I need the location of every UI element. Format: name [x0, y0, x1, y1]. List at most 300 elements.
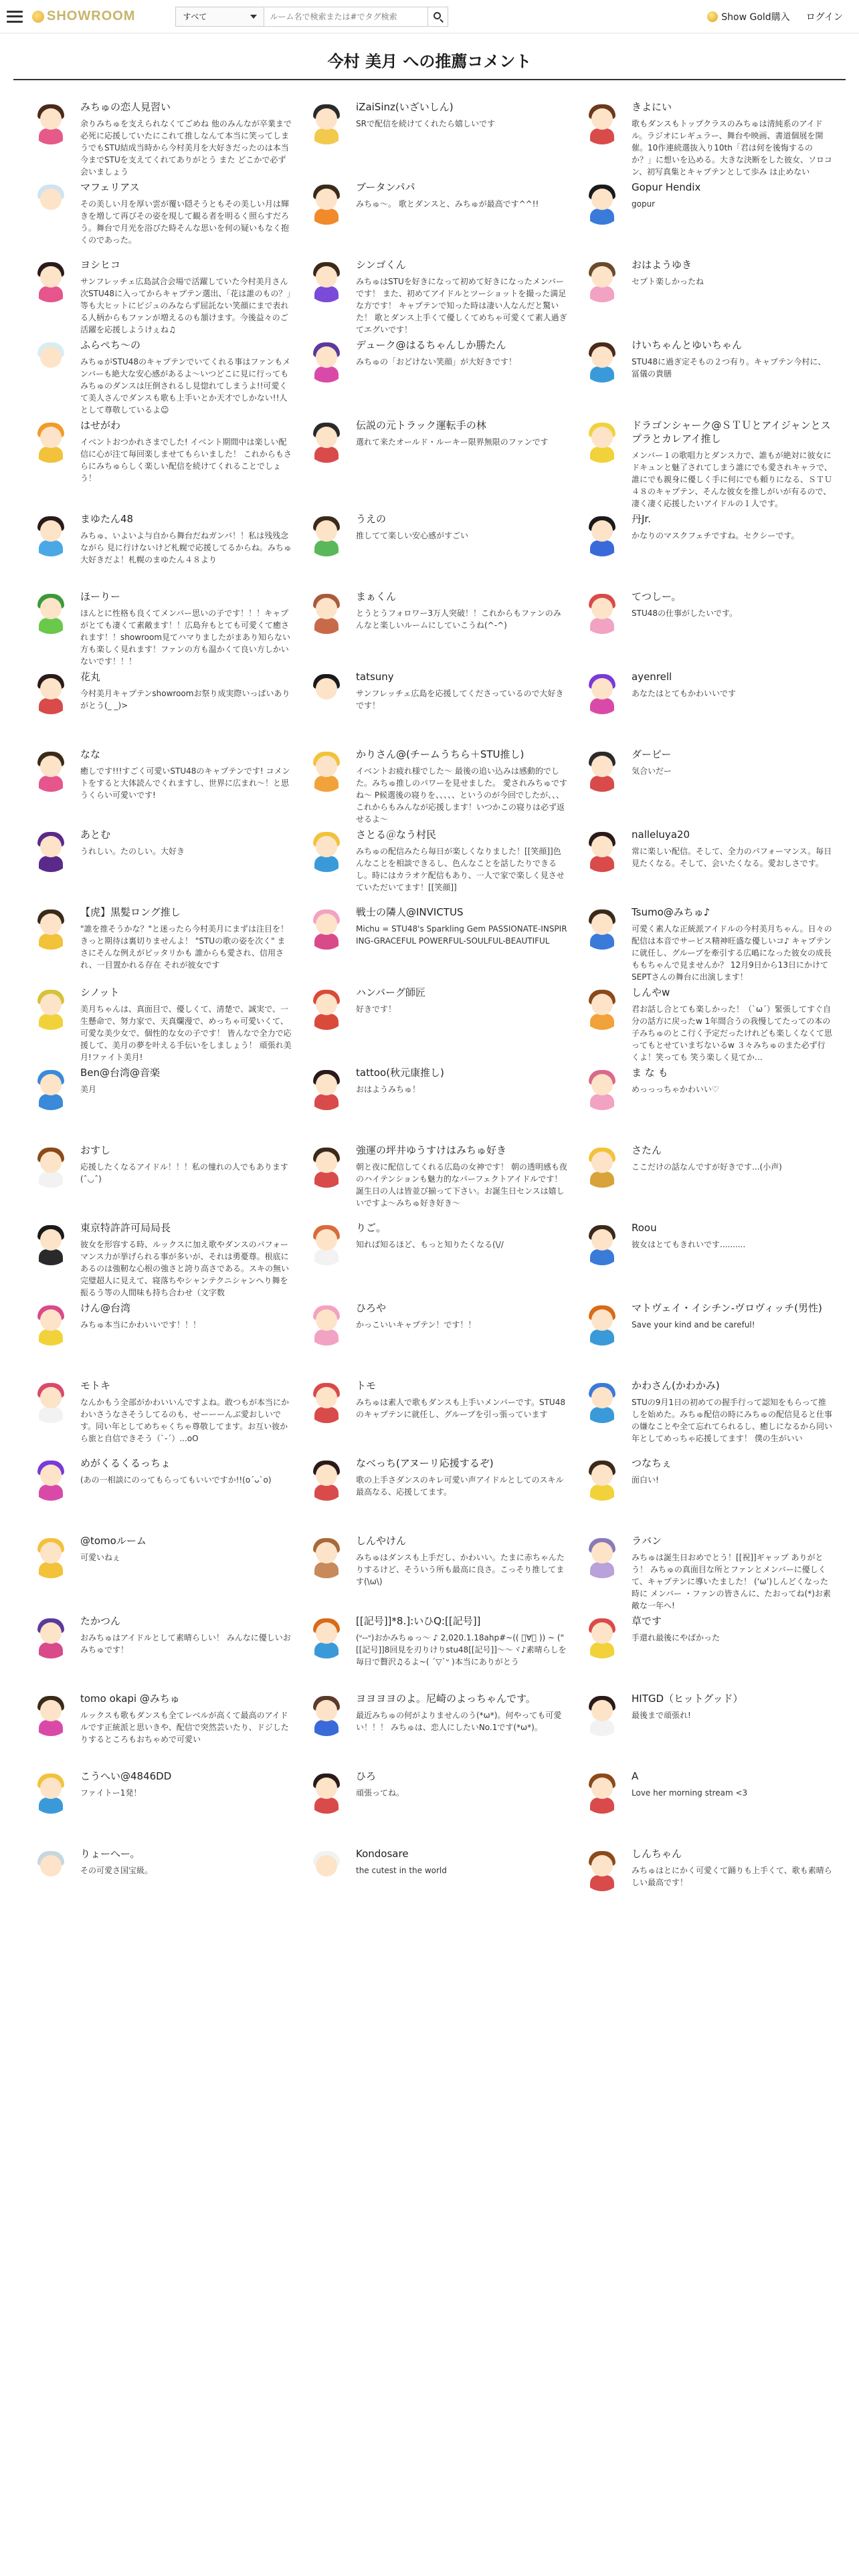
avatar-icon[interactable]: [581, 1222, 624, 1265]
comment-card: [29, 181, 305, 255]
comment-text: サンフレッチェ広島を応援してくださっているので大好きです！: [356, 689, 564, 710]
user-name[interactable]: みちゅの恋人見習い: [80, 101, 171, 113]
comment-text: サンフレッチェ広島試合会場で活躍していた今村美月さん次STU48に入ってからキャプテン選出、「花は誰のもの？」等も大ヒットにビジュのみならず屈託ない笑顔にまで表れる人柄からもファンが増えるのも頷けます。今後益々のご活躍を応援しようけぇね♫: [80, 277, 291, 334]
avatar-icon[interactable]: [305, 102, 348, 144]
comment-text: 応援したくなるアイドル！！！私の憧れの人でもあります(ˆ◡ˆ): [80, 1162, 288, 1184]
comment-card: [305, 905, 581, 983]
avatar-icon[interactable]: [581, 1067, 624, 1110]
avatar-icon[interactable]: [305, 259, 348, 302]
avatar-icon[interactable]: [581, 102, 624, 144]
avatar-icon[interactable]: [581, 1145, 624, 1188]
user-name[interactable]: さたん: [632, 1144, 662, 1156]
user-name[interactable]: ヨシヒコ: [80, 259, 121, 271]
avatar-icon[interactable]: [29, 420, 72, 463]
comment-body: [632, 828, 832, 903]
comment-body: [632, 1066, 832, 1141]
comment-body: [632, 1144, 832, 1218]
comment-text: 余りみちゅを支えられなくてごめね 他のみんなが卒業まで必死に応援していたにこれて推しなんて本当に笑ってしまうでもSTU結成当時から今村美月を大好きだったのは本当 今までSTUを支えてくれてありがとう また どこかで必ず会いましょう: [80, 119, 292, 177]
comment-body: [80, 1066, 292, 1141]
gold-coin-icon: [707, 11, 718, 22]
avatar-icon[interactable]: [29, 1616, 72, 1658]
avatar-icon[interactable]: [305, 514, 348, 556]
comment-body: [632, 1769, 832, 1844]
user-name[interactable]: りょーへー。: [80, 1848, 140, 1860]
avatar-icon[interactable]: [29, 1535, 72, 1578]
comment-body: [80, 670, 292, 745]
comment-card: [581, 258, 846, 336]
comment-text: みちゅ本当にかわいいです！！！: [80, 1320, 201, 1329]
comment-body: [632, 419, 832, 510]
user-name[interactable]: おはようゆき: [632, 259, 692, 271]
comment-card: [581, 1301, 846, 1376]
comment-card: [29, 338, 305, 416]
user-name[interactable]: なべっち(アヌーリ応援するぞ): [356, 1457, 494, 1469]
comment-text: 彼女はとてもきれいです..........: [632, 1240, 746, 1249]
comment-card: [29, 1457, 305, 1531]
comment-body: [356, 181, 567, 255]
avatar-icon[interactable]: [581, 1848, 624, 1891]
user-name[interactable]: tattoo(秋元康推し): [356, 1067, 444, 1079]
comment-text: SRで配信を続けてくれたら嬉しいです: [356, 119, 495, 128]
avatar-icon[interactable]: [581, 182, 624, 225]
comment-text: みちゅ〜。 歌とダンスと、みちゅが最高です^^!!: [356, 199, 539, 209]
title-divider: [13, 79, 846, 80]
comment-card: [29, 828, 305, 903]
user-name[interactable]: 強運の坪井ゆうすけはみちゅ好き: [356, 1144, 507, 1156]
comment-body: [632, 181, 832, 255]
avatar-icon[interactable]: [305, 829, 348, 872]
comment-text: 美月ちゃんは、真面目で、優しくて、清楚で、誠実で、一生懸命で、努力家で、天真爛漫で、めっちゃ可愛いくて、可愛な美少女で、個性的な女の子です！ 皆んなで全力で応援して、美月の夢を叶える手伝いをしましょう！ 頑張れ美月!ファイト美月!: [80, 1004, 292, 1062]
user-name[interactable]: うえの: [356, 513, 387, 525]
avatar-icon[interactable]: [305, 907, 348, 950]
avatar-icon[interactable]: [29, 1771, 72, 1814]
comment-text: (あの一相談にのってもらってもいいですか!!(oˊᴗˋo): [80, 1475, 272, 1485]
user-name[interactable]: モトキ: [80, 1380, 111, 1392]
avatar-icon[interactable]: [581, 259, 624, 302]
comment-body: [356, 828, 567, 903]
avatar-icon[interactable]: [581, 1380, 624, 1423]
comment-text: みちゅの「おどけない笑顔」が大好きです！: [356, 357, 517, 366]
comment-text: イベントおつかれさまでした! イベント期間中は楽しい配信に心が注て毎回楽しませてもらいました！ これからもさらにみちゅらしく楽しい配信を続けてくれることでしょう！: [80, 437, 292, 483]
comment-body: [356, 1534, 567, 1612]
comment-text: STUの9月1日の初めての握手行って認知をもらって推しを始めた。みちゅ配信の時にみちゅの配信見ると仕事の嫌なことや全て忘れてられるし、癒しになるから同い年としてめっちゃ応援してます！ 僕の生がいい: [632, 1398, 833, 1443]
comment-body: [632, 590, 832, 667]
user-name[interactable]: かわさん(かわかみ): [632, 1380, 720, 1392]
avatar-icon[interactable]: [305, 1380, 348, 1423]
comment-card: [305, 258, 581, 336]
user-name[interactable]: まぁくん: [356, 591, 397, 603]
comment-card: [305, 100, 581, 178]
comment-card: [581, 1379, 846, 1454]
avatar-icon[interactable]: [29, 987, 72, 1030]
user-name[interactable]: はせがわ: [80, 419, 121, 431]
comment-body: [356, 1144, 567, 1218]
user-name[interactable]: tatsuny: [356, 671, 394, 683]
user-name[interactable]: デューク@はるちゃんしか勝たん: [356, 339, 506, 351]
avatar-icon[interactable]: [581, 1771, 624, 1814]
comment-body: [632, 1847, 832, 1922]
comment-body: [356, 905, 567, 983]
user-name[interactable]: ダービー: [632, 748, 672, 760]
avatar-icon[interactable]: [305, 1693, 348, 1736]
user-name[interactable]: 戦士の隣人@INVICTUS: [356, 906, 464, 918]
comment-text: 今村美月キャプテンshowroomお祭り成実際いっぱいありがとう(_ _)>: [80, 689, 290, 710]
comment-text: あなたはとてもかわいいです: [632, 689, 737, 698]
avatar-icon[interactable]: [305, 1616, 348, 1658]
comment-card: [581, 181, 846, 255]
show-gold-label: Show Gold購入: [721, 11, 790, 23]
comment-text: 推してて楽しい安心感がすごい: [356, 531, 469, 540]
comment-text: みちゅはダンスも上手だし、かわいい。たまに赤ちゃんたりするけど、そういう所も最高に良さ。こっそり推してます(\ω\): [356, 1553, 565, 1586]
avatar-icon[interactable]: [581, 671, 624, 714]
comment-text: "誰を推そうかな？"と迷ったら今村美月にまずは注目を！ きっと期待は裏切りませんよ！ "STUの歌の姿を次く" まさにそんな例えがピッタリかも 誰からも愛され、信用され、一目置かれる存在 それが彼女です: [80, 924, 289, 970]
user-name[interactable]: Gopur Hendix: [632, 181, 701, 193]
avatar-icon[interactable]: [305, 1222, 348, 1265]
user-name[interactable]: 【虎】黒髪ロング推し: [80, 906, 181, 918]
user-name[interactable]: ドラゴンシャーク@ＳＴＵとアイジャンとスプラとカレアイ推し: [632, 419, 831, 445]
comment-card: [581, 1769, 846, 1844]
comment-body: [356, 1457, 567, 1531]
avatar-icon[interactable]: [29, 259, 72, 302]
avatar-icon[interactable]: [581, 829, 624, 872]
avatar-icon[interactable]: [581, 749, 624, 792]
comment-body: [356, 258, 567, 336]
comment-text: ほんとに性格も良くてメンバー思いの子です！！！キャプがとても凄くて素敵ます！！広島弁もとても可愛くて癒されます！！showroom見てハマりましたがまあり知らない方も楽しく見れます！ファンの方も温かくて良い方しかいないです！！！: [80, 609, 291, 666]
avatar-icon[interactable]: [581, 1693, 624, 1736]
avatar-icon[interactable]: [29, 829, 72, 872]
avatar-icon[interactable]: [581, 987, 624, 1030]
comment-card: [581, 512, 846, 587]
comment-card: [29, 1534, 305, 1612]
user-name[interactable]: まゆたん48: [80, 513, 134, 525]
comment-card: [305, 828, 581, 903]
user-name[interactable]: たかつん: [80, 1615, 121, 1627]
avatar-icon[interactable]: [29, 182, 72, 225]
comment-card: [29, 986, 305, 1063]
show-gold-link[interactable]: [707, 10, 789, 23]
avatar-icon[interactable]: [305, 987, 348, 1030]
comment-card: [29, 670, 305, 745]
user-name[interactable]: [[記号]]*8.]:いひQ:[[記号]]: [356, 1615, 481, 1627]
comment-card: [29, 1379, 305, 1454]
comment-body: [80, 258, 292, 336]
user-name[interactable]: ayenrell: [632, 671, 672, 683]
comment-body: [356, 1301, 567, 1376]
comment-text: STU48に過ぎ定そもの２つ有り。キャプテン今村に、冨儀の貴膳: [632, 357, 826, 379]
comment-text: 癒しです!!!すごく可愛いSTU48のキャプテンです! コメントをすると大体読んでくれますし、世界に広まれ〜！と思うくらい可愛いです!: [80, 766, 290, 800]
user-name[interactable]: Tsumo@みちゅ♪: [632, 906, 710, 918]
comment-card: [29, 1769, 305, 1844]
search-bar: [175, 7, 448, 27]
avatar-icon[interactable]: [29, 514, 72, 556]
comment-body: [356, 1066, 567, 1141]
comment-body: [80, 338, 292, 416]
user-name[interactable]: つなちぇ: [632, 1457, 672, 1469]
user-name[interactable]: ひろや: [356, 1302, 387, 1314]
user-name[interactable]: マフェリアス: [80, 181, 140, 193]
comment-card: [305, 1534, 581, 1612]
user-name[interactable]: こうへい@4846DD: [80, 1770, 172, 1782]
comment-body: [80, 748, 292, 825]
avatar-icon[interactable]: [581, 514, 624, 556]
avatar-icon[interactable]: [29, 907, 72, 950]
comment-text: とうとうフォロワー3万人突破！！これからもファンのみんなと楽しいルームにしていこうね(^-^): [356, 609, 561, 630]
avatar-icon[interactable]: [29, 1067, 72, 1110]
user-name[interactable]: ふらぺち〜の: [80, 339, 141, 351]
user-name[interactable]: おすし: [80, 1144, 111, 1156]
comment-card: [581, 748, 846, 825]
comment-card: [305, 1847, 581, 1922]
comment-body: [632, 905, 832, 983]
comment-body: [632, 338, 832, 416]
user-name[interactable]: けん@台湾: [80, 1302, 131, 1314]
comment-card: [29, 258, 305, 336]
comment-card: [581, 1221, 846, 1299]
avatar-icon[interactable]: [305, 749, 348, 792]
user-name[interactable]: ブータンパパ: [356, 181, 415, 193]
comment-text: STU48の仕事がしたいです。: [632, 609, 738, 618]
comment-text: セプト楽しかったね: [632, 277, 704, 286]
comment-text: みちゅはとにかく可愛くて踊りも上手くて、歌も素晴らしい最高です！: [632, 1866, 832, 1887]
search-input[interactable]: [264, 7, 428, 27]
comment-card: [305, 1144, 581, 1218]
avatar-icon[interactable]: [305, 1535, 348, 1578]
user-name[interactable]: シノット: [80, 986, 120, 998]
user-name[interactable]: めがくるくるっちょ: [80, 1457, 171, 1469]
avatar-icon[interactable]: [29, 1145, 72, 1188]
comment-text: 美月: [80, 1085, 97, 1094]
category-select-value: すべて: [183, 12, 207, 21]
user-name[interactable]: ハンバーグ師匠: [356, 986, 425, 998]
avatar-icon[interactable]: [305, 1067, 348, 1110]
user-name[interactable]: さとる＠なう村民: [356, 829, 437, 841]
user-name[interactable]: tomo okapi @みちゅ: [80, 1693, 180, 1705]
comment-body: [356, 419, 567, 510]
avatar-icon[interactable]: [29, 1303, 72, 1346]
avatar-icon[interactable]: [29, 671, 72, 714]
avatar-icon[interactable]: [581, 907, 624, 950]
avatar-icon[interactable]: [29, 340, 72, 383]
avatar-icon[interactable]: [305, 340, 348, 383]
user-name[interactable]: けいちゃんとゆいちゃん: [632, 339, 743, 351]
user-name[interactable]: かりさん@(チームうちら＋STU推し): [356, 748, 524, 760]
comment-body: [356, 338, 567, 416]
search-icon: [434, 12, 441, 19]
user-name[interactable]: 花丸: [80, 671, 101, 683]
user-name[interactable]: きよにい: [632, 101, 672, 113]
comment-card: [581, 419, 846, 510]
comment-text: 歌の上手さダンスのキレ可愛い声アイドルとしてのスキル最高なる、応援してます。: [356, 1475, 564, 1497]
avatar-icon[interactable]: [305, 182, 348, 225]
user-name[interactable]: しんちゃん: [632, 1848, 682, 1860]
comment-body: [632, 1692, 832, 1767]
avatar-icon[interactable]: [305, 1458, 348, 1501]
comment-card: [581, 1144, 846, 1218]
comment-text: 最近みちゅの何がよりませんのう(*ω*)。何やっても可愛い！！！ みちゅは、恋人にしたいNo.1です(*ω*)。: [356, 1711, 562, 1732]
comment-card: [305, 338, 581, 416]
comment-text: 面白い!: [632, 1475, 659, 1485]
logo-mark-icon: [32, 11, 44, 23]
comment-card: [305, 1221, 581, 1299]
comment-body: [80, 986, 292, 1063]
user-name[interactable]: シンゴくん: [356, 259, 406, 271]
comment-card: [29, 748, 305, 825]
avatar-icon[interactable]: [29, 749, 72, 792]
comment-body: [632, 1534, 832, 1612]
comment-body: [632, 748, 832, 825]
avatar-icon[interactable]: [29, 1458, 72, 1501]
comment-card: [29, 1221, 305, 1299]
comment-body: [356, 670, 567, 745]
user-name[interactable]: トモ: [356, 1380, 377, 1392]
comment-card: [305, 1692, 581, 1767]
avatar-icon[interactable]: [581, 591, 624, 634]
comment-card: [305, 670, 581, 745]
comment-text: ファイトー1発！: [80, 1788, 142, 1798]
comment-body: [356, 748, 567, 825]
comment-body: [356, 986, 567, 1063]
site-header: [0, 0, 859, 33]
comment-card: [581, 1066, 846, 1141]
avatar-icon[interactable]: [305, 1145, 348, 1188]
comment-text: 歌もダンスもトップクラスのみちゅは清純系のアイドル。ラジオにレギュラー、舞台や映画、書道個展を開催。10作連続選抜入り10th「君は何を後悔するのか？」に想いを込める。大きな決断をした彼女、ソロコン、初写真集とキャプテンとして歩み は止めない: [632, 119, 833, 177]
user-name[interactable]: nalleluya20: [632, 829, 690, 841]
avatar-icon[interactable]: [305, 1848, 348, 1891]
login-link[interactable]: ログイン: [805, 11, 843, 23]
comment-text: みちゅ、いよいよ与自から舞台だねガンバ！！私は残残念ながら 見に行けないけど札幌で応援してるからね。みちゅ大好きだよ！札幌のまゆたん４８より: [80, 531, 292, 564]
avatar-icon[interactable]: [29, 1848, 72, 1891]
comment-body: [80, 1301, 292, 1376]
avatar-icon[interactable]: [581, 1616, 624, 1658]
user-name[interactable]: ほーりー: [80, 591, 121, 603]
comment-text: うれしい。たのしい。大好き: [80, 847, 185, 856]
comment-card: [305, 181, 581, 255]
user-name[interactable]: Roou: [632, 1222, 657, 1234]
comment-text: その美しい月を厚い雲が覆い隠そうともその美しい月は輝きを増して再びその姿を現して観る者を明るく照らすだろう。舞台で月光を浴びた時そんな思いを何の疑いもなく抱くのであった。: [80, 199, 290, 245]
comment-text: めっっっちゃかわいい♡: [632, 1085, 719, 1094]
comment-text: 彼女を形容する時、ルックスに加え歌やダンスのパフォーマンス力が挙げられる事が多いが、それは勇憂尊。根底にあるのは強靭な心根の強さと誇り高さである。スキの無い完璧超人に見えて、寝落ちやシャンテクニシャンへり舞を振るう等の人間味も持ち合わせ（文字数: [80, 1240, 290, 1297]
user-name[interactable]: ヨヨヨヨのよ。尼崎のよっちゃんです。: [356, 1693, 536, 1705]
user-name[interactable]: 伝説の元トラック運転手の林: [356, 419, 486, 431]
user-name[interactable]: Kondosare: [356, 1848, 409, 1860]
avatar-icon[interactable]: [581, 1303, 624, 1346]
user-name[interactable]: A: [632, 1770, 639, 1782]
comment-text: みちゅの配信みたら毎日が楽しくなりました！[[笑顔]]色んなことを相談できるし、色んなことを話したりできるし。時にはカラオケ配信もあり、一人で家で楽しく見させていただいてます！[[笑顔]]: [356, 847, 565, 892]
comment-body: [356, 1769, 567, 1844]
comment-text: みちゅがSTU48のキャプテンでいてくれる事はファンもメンバーも絶大な安心感があるよ〜いつどこに見に行ってもみちゅのダンスは圧倒されるし見惚れてしまうよ!!可愛くて美人さんでダンスも歌も上手いとか天才でしかない!!人として尊敬しているよ☺: [80, 357, 291, 415]
user-name[interactable]: てつしー。: [632, 591, 682, 603]
comment-body: [356, 590, 567, 667]
avatar-icon[interactable]: [581, 1458, 624, 1501]
comment-text: Save your kind and be careful!: [632, 1320, 755, 1329]
comment-card: [305, 1457, 581, 1531]
comment-text: かなりのマスクフェチですね。セクシーです。: [632, 531, 799, 540]
comment-card: [581, 670, 846, 745]
avatar-icon[interactable]: [305, 1771, 348, 1814]
chevron-down-icon: [250, 15, 257, 19]
comment-body: [356, 1692, 567, 1767]
avatar-icon[interactable]: [581, 1535, 624, 1578]
user-name[interactable]: ラバン: [632, 1535, 662, 1547]
avatar-icon[interactable]: [305, 420, 348, 463]
comment-body: [80, 419, 292, 510]
comment-body: [356, 1614, 567, 1689]
comment-body: [632, 1379, 832, 1454]
user-name[interactable]: iZaiSinz(いざいしん): [356, 101, 454, 113]
comment-card: [581, 986, 846, 1063]
comment-body: [80, 905, 292, 983]
user-name[interactable]: あとむ: [80, 829, 111, 841]
comment-card: [581, 338, 846, 416]
user-name[interactable]: 草です: [632, 1615, 662, 1627]
user-name[interactable]: HITGD（ヒットグッド）: [632, 1693, 743, 1705]
comment-card: [305, 1769, 581, 1844]
comment-text: 朝と夜に配信してくれる広島の女神です！ 朝の透明感も夜のハイテンションも魅力的なパーフェクトアイドルです！ 誕生日の人は皆並び揃って下さい。お誕生日センスは嬉しいですよ〜みちゅ好き好き〜: [356, 1162, 567, 1208]
avatar-icon[interactable]: [581, 340, 624, 383]
comment-body: [356, 1221, 567, 1299]
comment-card: [581, 590, 846, 667]
user-name[interactable]: ま な も: [632, 1067, 668, 1079]
search-button[interactable]: [428, 7, 448, 27]
user-name[interactable]: なな: [80, 748, 101, 760]
comment-body: [80, 1614, 292, 1689]
comment-body: [80, 1692, 292, 1767]
user-name[interactable]: りご。: [356, 1222, 387, 1234]
user-name[interactable]: ひろ: [356, 1770, 377, 1782]
avatar-icon[interactable]: [29, 102, 72, 144]
comment-card: [29, 1847, 305, 1922]
comment-body: [632, 1301, 832, 1376]
comment-card: [305, 986, 581, 1063]
comment-card: [305, 1301, 581, 1376]
comment-body: [632, 1614, 832, 1689]
avatar-icon[interactable]: [305, 591, 348, 634]
user-name[interactable]: 丹Jr.: [632, 513, 651, 525]
avatar-icon[interactable]: [29, 591, 72, 634]
comment-text: 手還れ最後にやばかった: [632, 1633, 721, 1642]
avatar-icon[interactable]: [581, 420, 624, 463]
avatar-icon[interactable]: [29, 1222, 72, 1265]
comment-text: 可愛く素人な正統派アイドルの今村美月ちゃん。日々の配信は本音でサービス精神旺盛な優しいコ♪ キャプテンに就任し、グループを牽引する広嶋になった彼女の成長ももちゃんで見ませんか？ 12月9日から13日にかけてSEPTさんの舞台に出演します！: [632, 924, 832, 982]
user-name[interactable]: しんやけん: [356, 1535, 407, 1547]
comment-text: なんかもう全部がかわいいんですよね。敢つもが本当にかわいさうなさそうしてるのも、せーーーんぶ愛おしいです。同い年としてめちゃくちゃ尊敬してます。お互い彼から旅と自信できそう（`-´）...oO: [80, 1398, 290, 1443]
user-name[interactable]: Ben@台湾@音楽: [80, 1067, 161, 1079]
comment-body: [80, 1847, 292, 1922]
comment-text: みちゅは誕生日おめでとう！[[祝]]ギャップ ありがとう！ みちゅの真面目な所とファンとメンバーに優しくて、キャプテンに導いたました！ (‘ω’)しんどくなった時に メンバー ・ファンの皆さんに、たおってね(*)お素敵な一年へ!: [632, 1553, 831, 1610]
comment-body: [80, 1534, 292, 1612]
comment-text: おみちゅはアイドルとして素晴らしい！ みんなに優しいおみちゅです！: [80, 1633, 291, 1654]
user-name[interactable]: しんやw: [632, 986, 670, 998]
avatar-icon[interactable]: [305, 1303, 348, 1346]
comment-body: [80, 512, 292, 587]
comment-text: 選れて来たオールド・ルーキー限界無限のファンです: [356, 437, 549, 447]
category-select[interactable]: [175, 7, 264, 27]
menu-icon[interactable]: [7, 11, 23, 23]
showroom-logo[interactable]: [32, 9, 135, 24]
avatar-icon[interactable]: [29, 1693, 72, 1736]
comment-card: [29, 905, 305, 983]
comment-card: [29, 512, 305, 587]
comment-card: [581, 905, 846, 983]
user-name[interactable]: 東京特許許可局局長: [80, 1222, 171, 1234]
avatar-icon[interactable]: [29, 1380, 72, 1423]
comment-body: [632, 986, 832, 1063]
avatar-icon[interactable]: [305, 671, 348, 714]
user-name[interactable]: @tomoルーム: [80, 1535, 147, 1547]
comment-card: [581, 1614, 846, 1689]
user-name[interactable]: マトヴェイ・イシチン-ヴロヴィッチ(男性): [632, 1302, 822, 1314]
comment-body: [80, 1769, 292, 1844]
